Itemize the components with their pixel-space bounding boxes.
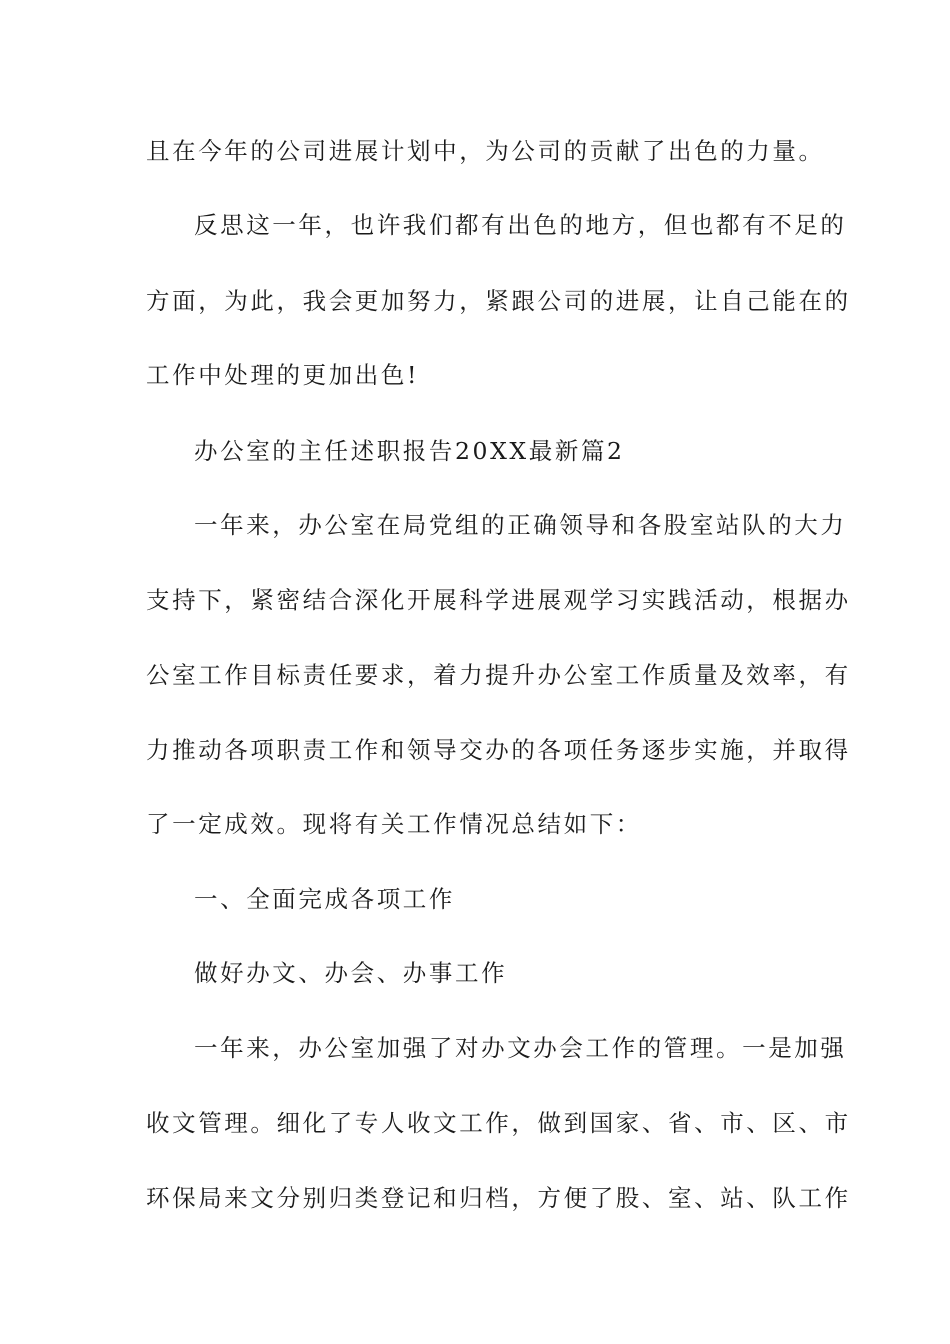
subsection-heading: 一、全面完成各项工作	[194, 885, 455, 913]
text-line: 且在今年的公司进展计划中，为公司的贡献了出色的力量。	[146, 137, 825, 165]
text-line: 收文管理。细化了专人收文工作，做到国家、省、市、区、市	[146, 1109, 851, 1137]
text-line: 力推动各项职责工作和领导交办的各项任务逐步实施，并取得	[146, 736, 851, 764]
paragraph-first-line: 一年来，办公室加强了对办文办会工作的管理。一是加强	[194, 1034, 847, 1062]
paragraph-first-line: 反思这一年，也许我们都有出色的地方，但也都有不足的	[194, 211, 847, 239]
section-heading: 办公室的主任述职报告20XX最新篇2	[194, 437, 625, 465]
text-line: 公室工作目标责任要求，着力提升办公室工作质量及效率，有	[146, 661, 851, 689]
text-line: 环保局来文分别归类登记和归档，方便了股、室、站、队工作	[146, 1184, 851, 1212]
subsection-heading: 做好办文、办会、办事工作	[194, 959, 508, 987]
text-line: 了一定成效。现将有关工作情况总结如下：	[146, 810, 642, 838]
paragraph-first-line: 一年来，办公室在局党组的正确领导和各股室站队的大力	[194, 511, 847, 539]
text-line: 支持下，紧密结合深化开展科学进展观学习实践活动，根据办	[146, 586, 851, 614]
text-line: 工作中处理的更加出色!	[146, 361, 420, 389]
text-line: 方面，为此，我会更加努力，紧跟公司的进展，让自己能在的	[146, 287, 851, 315]
